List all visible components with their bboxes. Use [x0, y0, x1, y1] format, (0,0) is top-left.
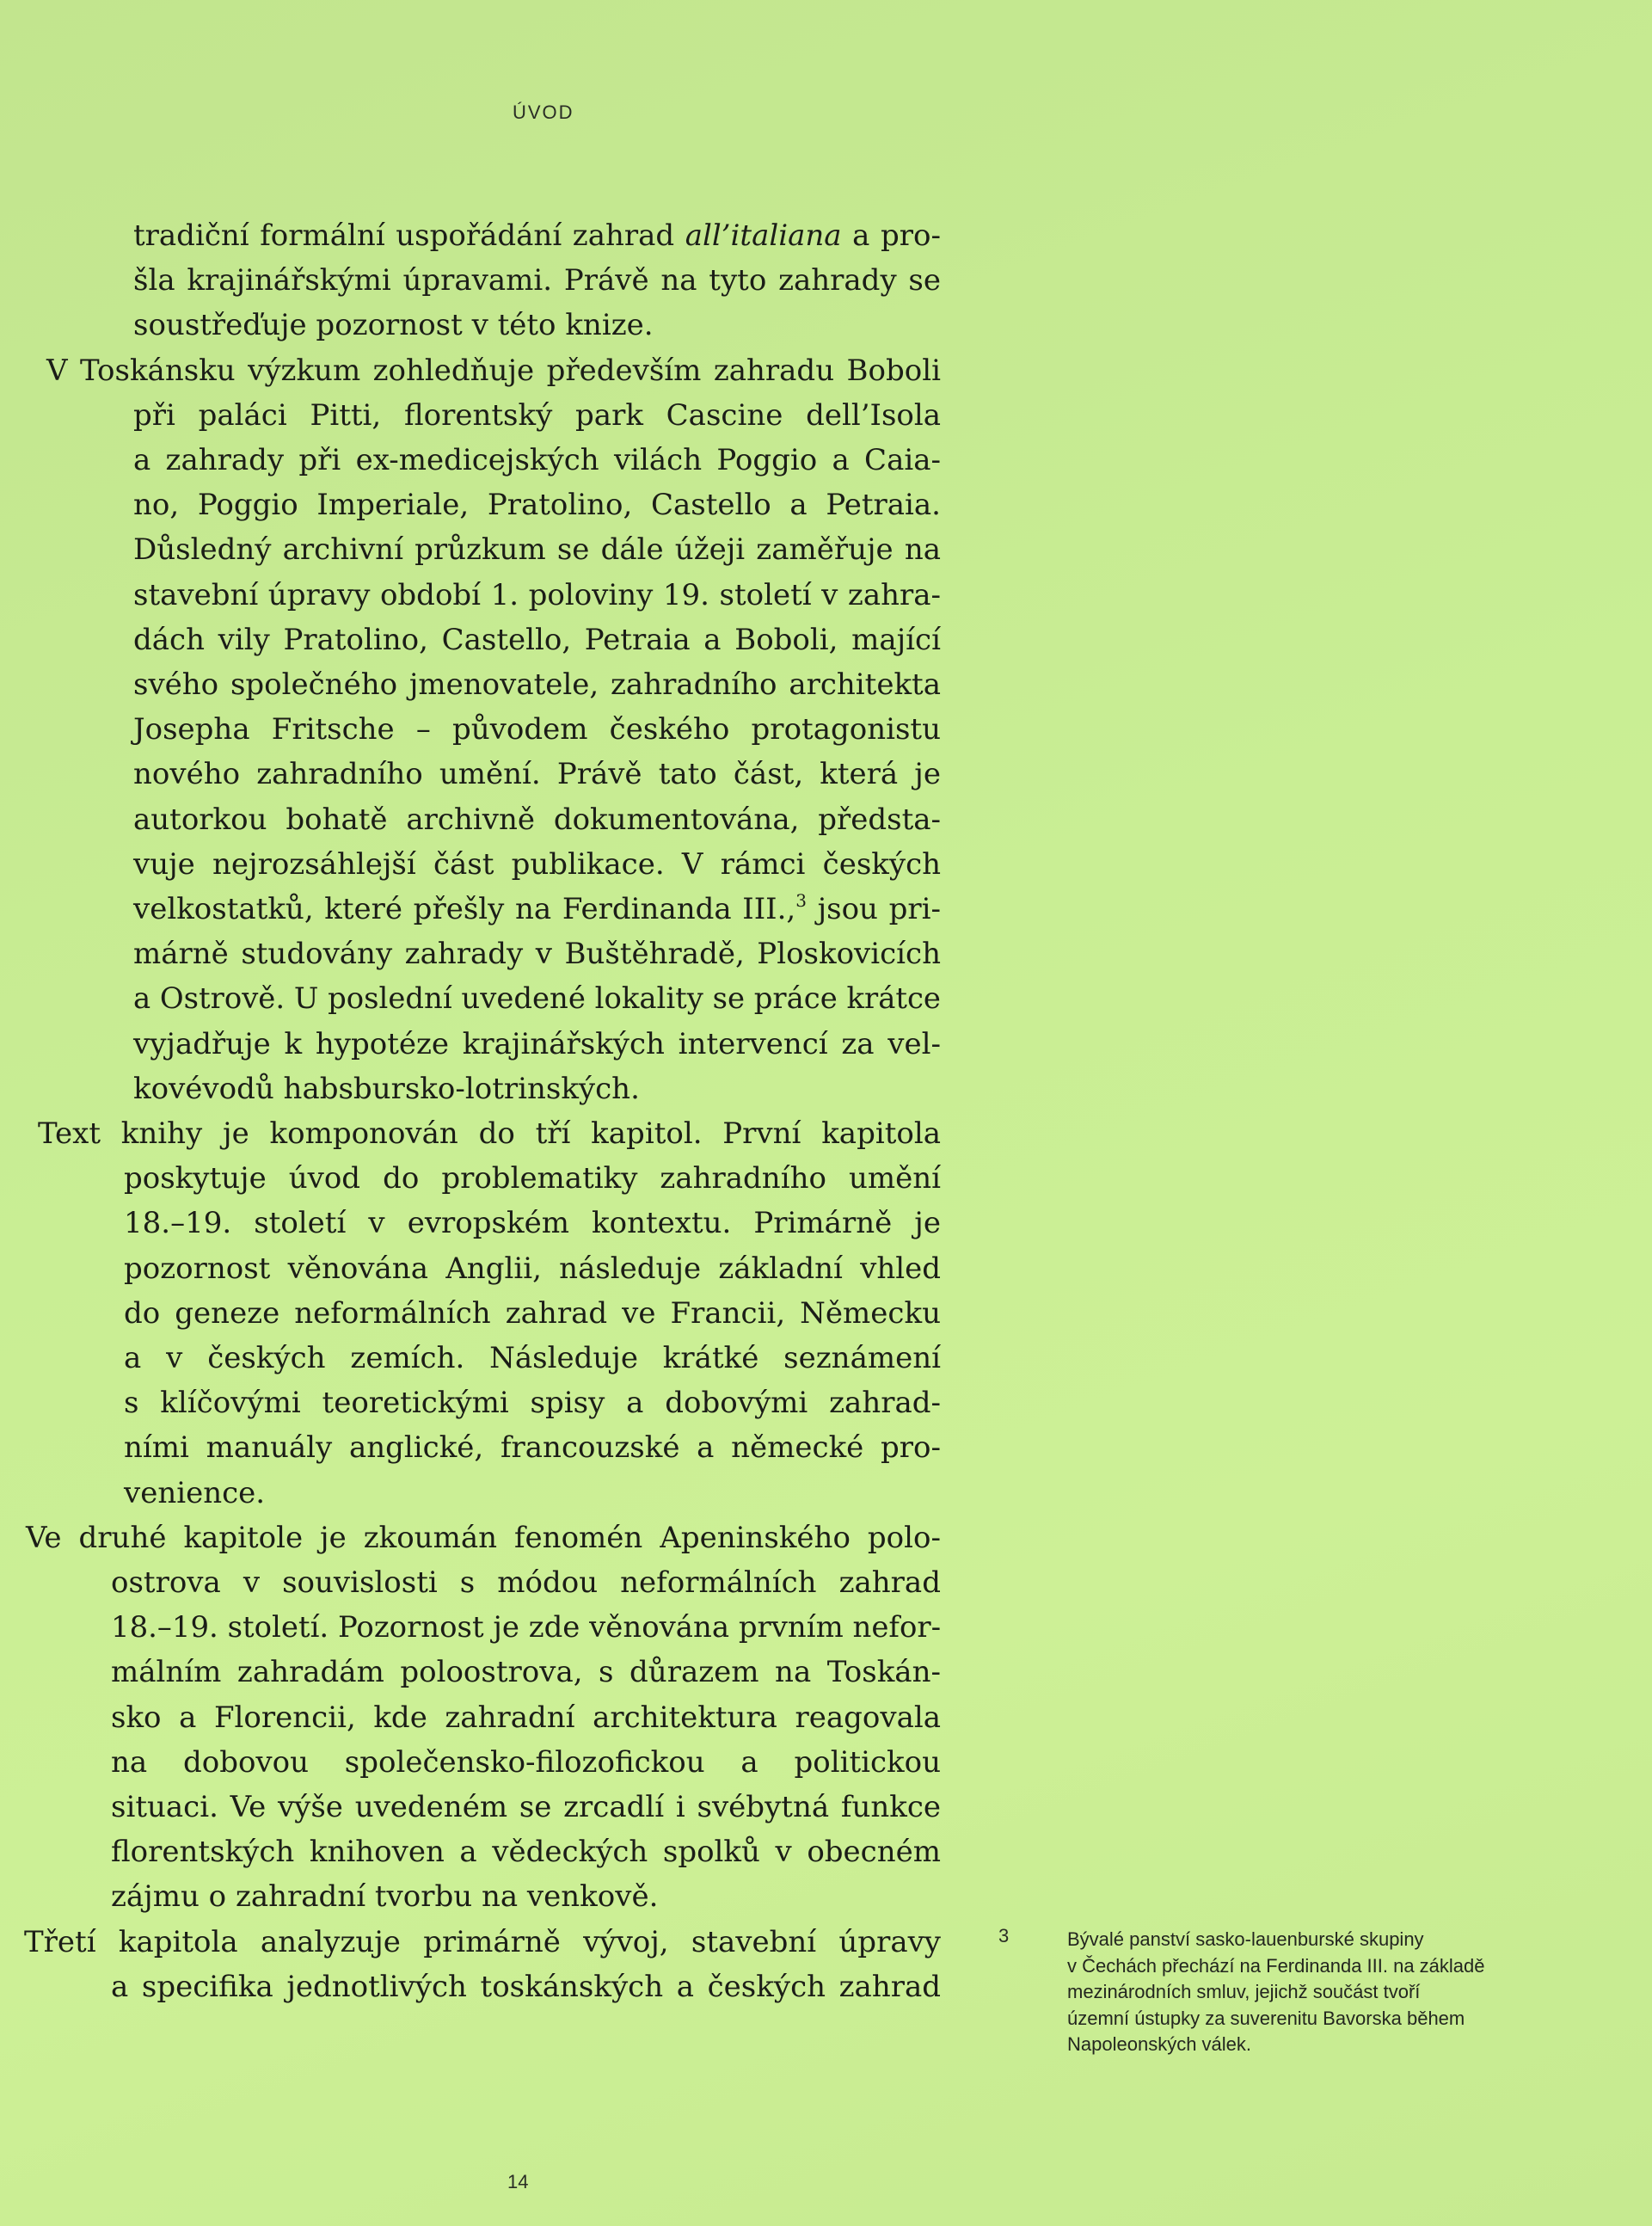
body-line: [133, 752, 941, 796]
body-line: [133, 976, 941, 1021]
line-text: jsou pri-: [806, 892, 941, 926]
line-text: tradiční formální uspořádání zahrad: [133, 218, 685, 253]
body-line: [133, 618, 941, 662]
footnote-number: 3: [998, 1925, 1010, 1946]
running-head: ÚVOD: [513, 101, 574, 123]
body-line: [46, 348, 941, 393]
line-text: ostrova v souvislosti s módou neformálních zahrad: [111, 1565, 941, 1600]
body-line: [124, 1246, 941, 1291]
body-line: [24, 1920, 941, 1965]
body-line: [133, 573, 941, 618]
body-line: [124, 1291, 941, 1336]
line-text: a v českých zemích. Následuje krátké seznámení: [124, 1341, 941, 1375]
body-line: [133, 707, 941, 752]
body-line: [26, 1516, 941, 1560]
line-text: vuje nejrozsáhlejší část publikace. V rámci českých: [133, 846, 942, 882]
line-text: Ve druhé kapitole je zkoumán fenomén Apeninského polo-: [26, 1520, 941, 1555]
body-line: [111, 1695, 941, 1740]
footnote-line: Bývalé panství sasko-lauenburské skupiny: [1067, 1928, 1424, 1950]
line-text: sko a Florencii, kde zahradní architektura reagovala: [111, 1700, 941, 1735]
line-text: Třetí kapitola analyzuje primárně vývoj, stavební úpravy: [24, 1924, 942, 1959]
line-text: na dobovou společensko-filozofickou a politickou: [111, 1744, 942, 1780]
line-text: velkostatků, které přešly na Ferdinanda III.,: [133, 892, 796, 926]
body-line: [111, 1874, 658, 1919]
body-line: [124, 1201, 941, 1245]
body-line: [38, 1111, 941, 1156]
line-text: dách vily Pratolino, Castello, Petraia a Boboli, mající: [133, 622, 941, 657]
body-line: [133, 797, 941, 842]
line-text: 18.–19. století. Pozornost je zde věnována prvním nefor-: [111, 1610, 942, 1645]
footnote-line: územní ústupky za suverenitu Bavorska během: [1067, 2007, 1465, 2029]
footnote-reference[interactable]: 3: [795, 890, 807, 911]
line-text: venience.: [124, 1475, 266, 1510]
body-line: [133, 438, 941, 483]
body-line: [133, 662, 941, 707]
body-line: [111, 1829, 941, 1874]
body-line: [133, 932, 941, 976]
body-line: [111, 1740, 941, 1785]
footnote-line: mezinárodních smluv, jejichž součást tvoří: [1067, 1981, 1421, 2002]
body-line: [124, 1425, 941, 1470]
body-line: [133, 303, 654, 347]
line-text: a pro-: [841, 218, 941, 253]
line-text: svého společného jmenovatele, zahradního architekta: [133, 667, 941, 702]
line-text: kovévodů habsbursko-lotrinských.: [133, 1071, 640, 1106]
page-number: 14: [507, 2171, 529, 2192]
line-text: autorkou bohatě archivně dokumentována, předsta-: [133, 802, 942, 837]
line-text: nového zahradního umění. Právě tato část, která je: [133, 757, 941, 792]
line-text: situaci. Ve výše uvedeném se zrcadlí i svébytná funkce: [111, 1790, 942, 1824]
line-text: V Toskánsku výzkum zohledňuje především zahradu Boboli: [46, 353, 941, 388]
line-text: málním zahradám poloostrova, s důrazem na Toskán-: [111, 1655, 941, 1690]
body-line: [133, 213, 941, 258]
body-line: [133, 842, 941, 887]
line-text: při paláci Pitti, florentský park Cascine dell’Isola: [133, 397, 942, 433]
body-line: [111, 1965, 941, 2009]
line-text: Důsledný archivní průzkum se dále úžeji zaměřuje na: [133, 532, 942, 568]
line-text: a Ostrově. U poslední uvedené lokality se práce krátce: [133, 981, 941, 1017]
line-text: ními manuály anglické, francouzské a německé pro-: [124, 1430, 941, 1466]
body-line: [133, 887, 941, 932]
line-text: vyjadřuje k hypotéze krajinářských intervencí za vel-: [133, 1026, 941, 1061]
line-text: do geneze neformálních zahrad ve Francii, Německu: [124, 1295, 941, 1331]
line-text: šla krajinářskými úpravami. Právě na tyto zahrady se: [133, 263, 942, 298]
body-line: [133, 527, 941, 572]
body-line: [124, 1380, 941, 1425]
line-text: zájmu o zahradní tvorbu na venkově.: [111, 1879, 659, 1915]
body-line: [133, 1067, 640, 1111]
line-text: stavební úpravy období 1. poloviny 19. století v zahra-: [133, 577, 942, 612]
footnote-line: Napoleonských válek.: [1067, 2033, 1252, 2055]
line-text: a zahrady při ex-medicejských vilách Poggio a Caia-: [133, 443, 941, 477]
line-text: Text knihy je komponován do tří kapitol. První kapitola: [38, 1116, 941, 1151]
line-text: soustřeďuje pozornost v této knize.: [133, 308, 654, 343]
line-text: s klíčovými teoretickými spisy a dobovými zahrad-: [124, 1386, 941, 1421]
footnote-line: v Čechách přechází na Ferdinanda III. na základě: [1067, 1954, 1485, 1977]
body-line: [111, 1785, 941, 1829]
body-line: [111, 1605, 941, 1650]
body-line: [124, 1336, 941, 1380]
body-line: [133, 1022, 941, 1067]
footnote-text: [1067, 1927, 1583, 2058]
body-line: [133, 258, 941, 303]
body-line: [111, 1560, 941, 1605]
line-text: no, Poggio Imperiale, Pratolino, Castello a Petraia.: [133, 488, 941, 523]
line-text: a specifika jednotlivých toskánských a českých zahrad: [111, 1969, 942, 2004]
body-line: [111, 1650, 941, 1694]
line-text: poskytuje úvod do problematiky zahradního umění: [124, 1161, 941, 1196]
body-line: [124, 1471, 265, 1516]
line-text: florentských knihoven a vědeckých spolků v obecném: [111, 1835, 941, 1870]
line-text: márně studovány zahrady v Buštěhradě, Ploskovicích: [133, 937, 941, 972]
line-text: Josepha Fritsche – původem českého protagonistu: [133, 712, 941, 747]
body-line: [124, 1156, 941, 1201]
body-line: [133, 393, 941, 438]
line-text: 18.–19. století v evropském kontextu. Primárně je: [124, 1206, 941, 1241]
italic-term: all’italiana: [685, 218, 842, 253]
line-text: pozornost věnována Anglii, následuje základní vhled: [124, 1251, 941, 1286]
body-line: [133, 483, 941, 527]
